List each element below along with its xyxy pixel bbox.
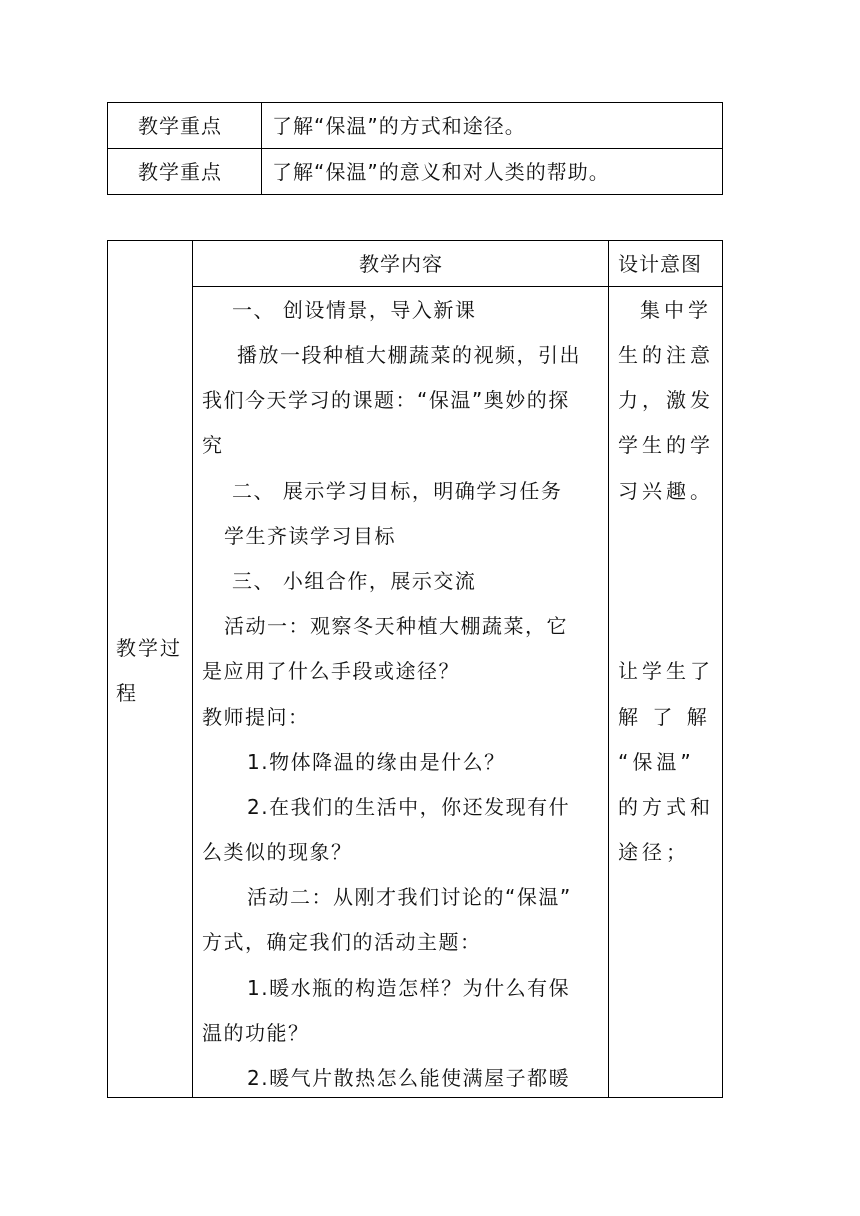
content-line: 一、 创设情景，导入新课 [232, 298, 477, 322]
content-line: 三、 小组合作，展示交流 [232, 569, 477, 593]
content-line: 2.在我们的生活中，你还发现有什 [247, 795, 571, 819]
table-border [107, 240, 723, 241]
content-line: 二、 展示学习目标，明确学习任务 [232, 479, 563, 503]
content-line: 教师提问： [202, 705, 310, 729]
content-line: 学生齐读学习目标 [224, 524, 396, 548]
table-border [608, 240, 609, 1098]
table-border [192, 240, 193, 1098]
header-content: 教学内容 [359, 252, 443, 276]
content-line: 我们今天学习的课题：“保温”奥妙的探 [202, 388, 570, 412]
design-intent-line: 途径； [618, 840, 690, 864]
design-intent-line: 让学生了 [618, 659, 714, 683]
table-border [107, 240, 108, 1098]
design-intent-line: 的方式和 [618, 795, 714, 819]
content-line: 活动一：观察冬天种植大棚蔬菜，它 [224, 614, 568, 638]
row-value: 了解“保温”的方式和途径。 [272, 114, 526, 138]
content-line: 2.暖气片散热怎么能使满屋子都暖 [247, 1066, 571, 1090]
design-intent-line: 解 了 解 [618, 705, 711, 729]
design-intent-line: 生的注意 [618, 343, 714, 367]
design-intent-line: 力，激发 [618, 388, 714, 412]
header-design: 设计意图 [618, 252, 702, 276]
row-label: 教学重点 [138, 114, 222, 138]
content-line: 方式，确定我们的活动主题： [202, 930, 482, 954]
table-border [107, 1097, 723, 1098]
row-label: 教学重点 [138, 160, 222, 184]
design-intent-line: 集中学 [640, 298, 712, 322]
content-line: 播放一段种植大棚蔬菜的视频，引出 [237, 343, 581, 367]
design-intent-line: “保温” [618, 750, 695, 774]
design-intent-line: 习兴趣。 [618, 479, 714, 503]
content-line: 是应用了什么手段或途径？ [202, 659, 460, 683]
design-intent-line: 学生的学 [618, 433, 714, 457]
section-label: 教学过 [116, 636, 182, 660]
content-line: 温的功能？ [202, 1021, 310, 1045]
content-line: 活动二：从刚才我们讨论的“保温” [247, 885, 572, 909]
content-line: 究 [202, 433, 224, 457]
table-border [192, 286, 723, 287]
section-label: 程 [116, 681, 136, 705]
content-line: 1.暖水瓶的构造怎样？为什么有保 [247, 976, 571, 1000]
table-border [722, 240, 723, 1098]
row-value: 了解“保温”的意义和对人类的帮助。 [272, 160, 610, 184]
content-line: 1.物体降温的缘由是什么？ [247, 750, 506, 774]
content-line: 么类似的现象？ [202, 840, 353, 864]
